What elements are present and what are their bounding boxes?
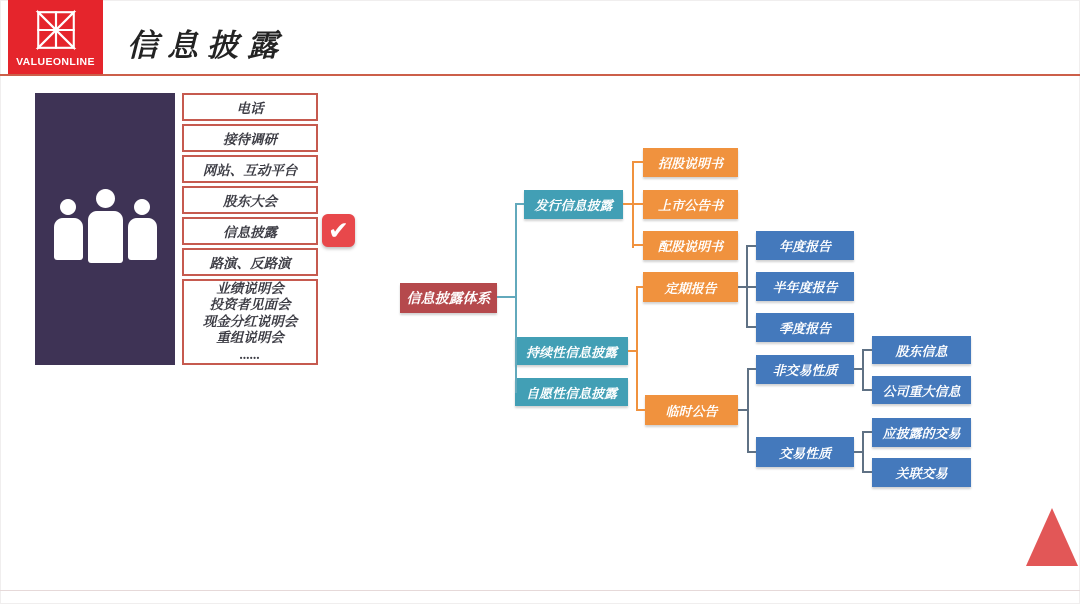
connector-line bbox=[632, 161, 643, 163]
node-rights-issue: 配股说明书 bbox=[643, 231, 738, 260]
channel-label: 接待调研 bbox=[223, 132, 277, 147]
node-semiannual-report: 半年度报告 bbox=[756, 272, 854, 301]
channel-label: 信息披露 bbox=[223, 225, 277, 240]
connector-line bbox=[862, 389, 872, 391]
meeting-line: 投资者见面会 bbox=[209, 297, 291, 313]
channel-item-phone bbox=[182, 93, 318, 121]
connector-line bbox=[515, 203, 517, 393]
page-title: 信息披露 bbox=[127, 28, 287, 63]
node-prospectus: 招股说明书 bbox=[643, 148, 738, 177]
node-nontrading-nature: 非交易性质 bbox=[756, 355, 854, 384]
person-icon bbox=[128, 199, 157, 260]
channel-label: 股东大会 bbox=[223, 194, 277, 209]
node-voluntary-disclosure: 自愿性信息披露 bbox=[515, 378, 628, 406]
channel-item-meeting bbox=[182, 186, 318, 214]
connector-line bbox=[862, 471, 872, 473]
connector-line bbox=[747, 368, 749, 453]
audience-panel bbox=[35, 93, 175, 365]
check-badge bbox=[322, 214, 355, 247]
connector-line bbox=[747, 451, 756, 453]
connector-line bbox=[515, 203, 524, 205]
connector-line bbox=[862, 349, 864, 391]
channel-item-website bbox=[182, 155, 318, 183]
meeting-line: ...... bbox=[239, 346, 261, 362]
node-shareholder-info: 股东信息 bbox=[872, 336, 971, 364]
channel-label: 网站、互动平台 bbox=[202, 163, 298, 178]
connector-line bbox=[862, 349, 872, 351]
header-divider bbox=[0, 74, 1080, 76]
connector-line bbox=[747, 368, 756, 370]
node-temporary-announcement: 临时公告 bbox=[645, 395, 738, 425]
node-disclosure-system: 信息披露体系 bbox=[400, 283, 497, 313]
channel-item-roadshow bbox=[182, 248, 318, 276]
node-periodic-report: 定期报告 bbox=[643, 272, 738, 302]
channel-item-disclosure bbox=[182, 217, 318, 245]
channel-label: 路演、反路演 bbox=[209, 256, 291, 271]
connector-line bbox=[632, 244, 643, 246]
connector-line bbox=[862, 431, 864, 473]
connector-line bbox=[746, 326, 756, 328]
valueonline-logo bbox=[8, 0, 103, 75]
meeting-line: 业绩说明会 bbox=[216, 280, 284, 296]
person-icon bbox=[54, 199, 83, 260]
connector-line bbox=[636, 286, 643, 288]
node-disclosable-trades: 应披露的交易 bbox=[872, 418, 971, 447]
meeting-line: 现金分红说明会 bbox=[202, 313, 298, 329]
channel-label: 电话 bbox=[236, 101, 264, 116]
node-related-trades: 关联交易 bbox=[872, 458, 971, 487]
channel-item-research bbox=[182, 124, 318, 152]
connector-line bbox=[746, 286, 756, 288]
connector-line bbox=[862, 431, 872, 433]
node-trading-nature: 交易性质 bbox=[756, 437, 854, 467]
node-annual-report: 年度报告 bbox=[756, 231, 854, 260]
meeting-line: 重组说明会 bbox=[216, 330, 284, 346]
node-quarterly-report: 季度报告 bbox=[756, 313, 854, 342]
logo-wordmark: VALUEONLINE bbox=[16, 56, 95, 68]
corner-triangle-decoration bbox=[1026, 508, 1078, 566]
connector-line bbox=[636, 286, 638, 411]
connector-line bbox=[746, 245, 756, 247]
node-continuous-disclosure: 持续性信息披露 bbox=[515, 337, 628, 365]
node-major-company-info: 公司重大信息 bbox=[872, 376, 971, 404]
connector-line bbox=[632, 203, 643, 205]
bottom-edge-line bbox=[0, 590, 1080, 591]
node-listing-announcement: 上市公告书 bbox=[643, 190, 738, 219]
connector-line bbox=[636, 409, 645, 411]
pinwheel-logo-icon bbox=[33, 7, 79, 53]
meetings-box bbox=[182, 279, 318, 365]
check-icon: ✔ bbox=[328, 216, 349, 245]
connector-line bbox=[497, 296, 515, 298]
node-issuance-disclosure: 发行信息披露 bbox=[524, 190, 623, 219]
person-icon bbox=[88, 189, 123, 263]
